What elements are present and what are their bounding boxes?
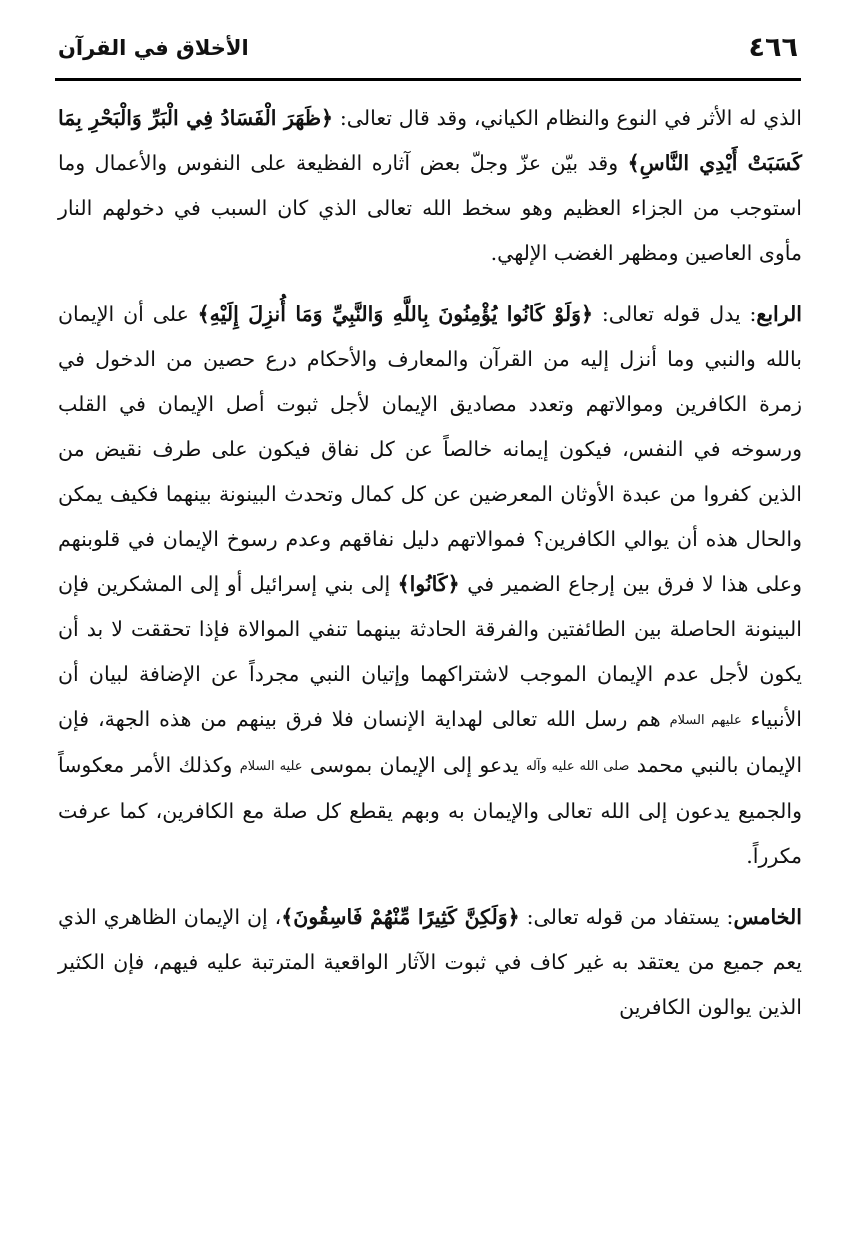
quran-verse: ﴿ظَهَرَ الْفَسَادُ فِي الْبَرِّ وَالْبَحْرِ بِمَا كَسَبَتْ أَيْدِي النَّاسِ﴾ — [58, 106, 802, 175]
paragraph-3-text-a: : يستفاد من قوله تعالى: — [519, 905, 734, 929]
honorific-symbol: عليهم السلام — [669, 713, 742, 728]
section-heading-fourth: الرابع — [756, 302, 802, 326]
paragraph-2-text-a: : يدل قوله تعالى: — [593, 302, 757, 326]
paragraph-2-text-b: على أن الإيمان بالله والنبي وما أنزل إليه من القرآن والمعارف والأحكام درع حصين من الدخول في زمرة الكافرين وموالاتهم وتعدد مصاديق الإيمان لأجل ثبوت أصل الإيمان في القلب ورسوخه في النفس، فيكون إيمانه خالصاً عن كل نفاق فيكون على طرف نقيض من الذين كفروا من عبدة الأوثان المعرضين عن كل كمال وتحدث البينونة بينهما فكيف يمكن والحال هذه أن يوالي الكافرين؟ فموالاتهم دليل نفاقهم وعدم رسوخ الإيمان في قلوبنهم وعلى هذا لا فرق بين إرجاع الضمير في — [58, 302, 803, 596]
page-body — [58, 96, 802, 1030]
page-number: ٤٦٦ — [748, 32, 798, 63]
header-divider — [55, 78, 801, 81]
paragraph-3 — [58, 895, 802, 1030]
honorific-symbol: صلى الله عليه وآله — [525, 759, 630, 774]
paragraph-2-text-d: هم رسل الله تعالى لهداية الإنسان فلا فرق بينهم من هذه الجهة، فإن الإيمان بالنبي محمد — [58, 707, 803, 777]
paragraph-1 — [58, 96, 802, 276]
paragraph-2-text-c: إلى بني إسرائيل أو إلى المشكرين فإن البينونة الحاصلة بين الطائفتين والفرقة الحادثة بينهما تنفي الموالاة فإذا تحققت لا بد أن يكون لأجل عدم الإيمان الموجب لاشتراكهما وإتيان النبي مجرداً عن الإضافة لبيان أن الأنبياء — [58, 572, 802, 731]
paragraph-2-text-e: يدعو إلى الإيمان بموسى — [302, 753, 526, 777]
paragraph-3-text-b: ، إن الإيمان الظاهري الذي يعم جميع من يعتقد به غير كاف في ثبوت الآثار الواقعية المترتبة عليه فيهم، فإن الكثير الذين يوالون الكافرين — [58, 905, 802, 1019]
quran-verse: ﴿وَلَوْ كَانُوا يُؤْمِنُونَ بِاللَّهِ وَالنَّبِيِّ وَمَا أُنزِلَ إِلَيْهِ﴾ — [197, 302, 594, 326]
quran-verse: ﴿وَلَكِنَّ كَثِيرًا مِّنْهُمْ فَاسِقُونَ﴾ — [281, 905, 520, 929]
running-header — [58, 26, 798, 76]
section-heading-fifth: الخامس — [733, 905, 802, 929]
paragraph-2 — [58, 292, 802, 879]
paragraph-1-text-a: الذي له الأثر في النوع والنظام الكياني، وقد قال تعالى: — [333, 106, 802, 130]
paragraph-2-text-f: وكذلك الأمر معكوساً والجميع يدعون إلى الله تعالى والإيمان به وبهم يقطع كل صلة مع الكافرين، كما عرفت مكرراً. — [58, 753, 802, 868]
book-title: الأخلاق في القرآن — [58, 36, 249, 60]
quran-word: ﴿كَانُوا﴾ — [397, 572, 460, 596]
honorific-symbol: عليه السلام — [239, 759, 303, 774]
paragraph-1-text-b: وقد بيّن عزّ وجلّ بعض آثاره الفظيعة على النفوس والأعمال وما استوجب من الجزاء العظيم وهو سخط الله تعالى الذي كان السبب في دخولهم النار مأوى العاصين ومظهر الغضب الإلهي. — [58, 151, 802, 265]
